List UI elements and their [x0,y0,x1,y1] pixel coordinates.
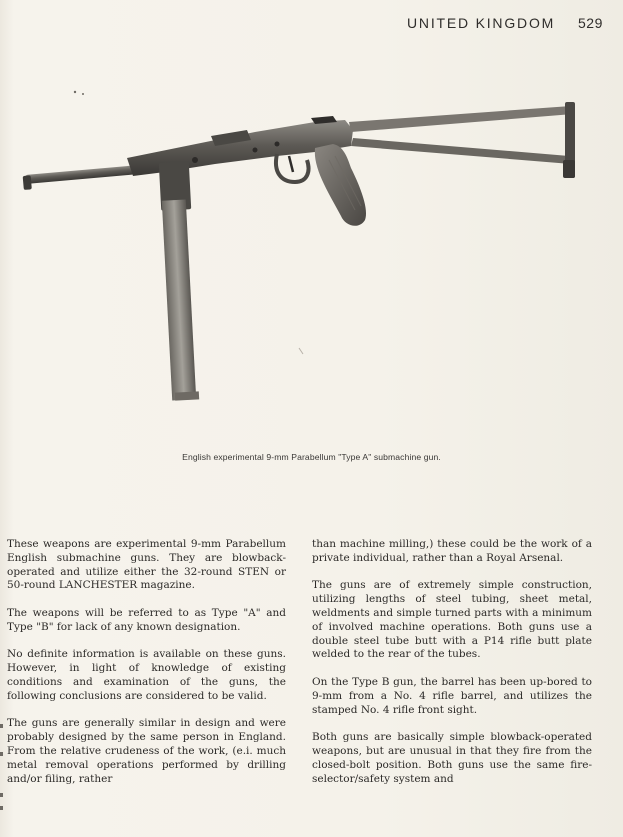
paragraph: The guns are of extremely simple construction, utilizing lengths of steel tubing, sheet metal, weldments and simple turned parts with a minimum of involved machine operations. Both guns use a double steel tube butt with a P14 rifle butt plate welded to the rear of the tubes. [312,579,592,661]
trigger-guard [276,154,309,182]
barrel [23,165,135,190]
magazine [159,161,199,400]
submachine-gun-photo [15,60,610,420]
paragraph: These weapons are experimental 9-mm Parabellum English submachine guns. They are blowback-operated and utilize either the 32-round STEN or 50-round LANCHESTER magazine. [7,538,286,592]
figure-caption: English experimental 9-mm Parabellum "Type A" submachine gun. [182,452,441,462]
paragraph: The guns are generally similar in design and were probably designed by the same person in England. From the relative crudeness of the work, (e.i. much metal removal operations performed by drilling and/or filing, rather [7,717,286,785]
left-text-column [7,538,286,800]
section-title: UNITED KINGDOM [407,15,556,31]
tube-stock [349,102,575,178]
paragraph: than machine milling,) these could be the work of a private individual, rather than a Royal Arsenal. [312,538,592,564]
paragraph: The weapons will be referred to as Type "A" and Type "B" for lack of any known designation. [7,606,286,633]
margin-mark [0,724,3,728]
pistol-grip [315,144,366,226]
paragraph: No definite information is available on these guns. However, in light of knowledge of existing conditions and examination of the guns, the following conclusions are considered to be valid. [7,648,286,702]
right-text-column [312,538,592,800]
paragraph: Both guns are basically simple blowback-operated weapons, but are unusual in that they fire from the closed-bolt position. Both guns use the same fire-selector/safety system and [312,731,592,785]
paragraph: On the Type B gun, the barrel has been up-bored to 9-mm from a No. 4 rifle barrel, and utilizes the stamped No. 4 rifle front sight. [312,675,592,716]
running-header [405,15,605,37]
margin-mark [0,806,3,810]
margin-mark [0,752,3,756]
page-number: 529 [578,15,603,31]
submachine-gun-illustration [15,60,610,420]
margin-mark [0,793,3,797]
